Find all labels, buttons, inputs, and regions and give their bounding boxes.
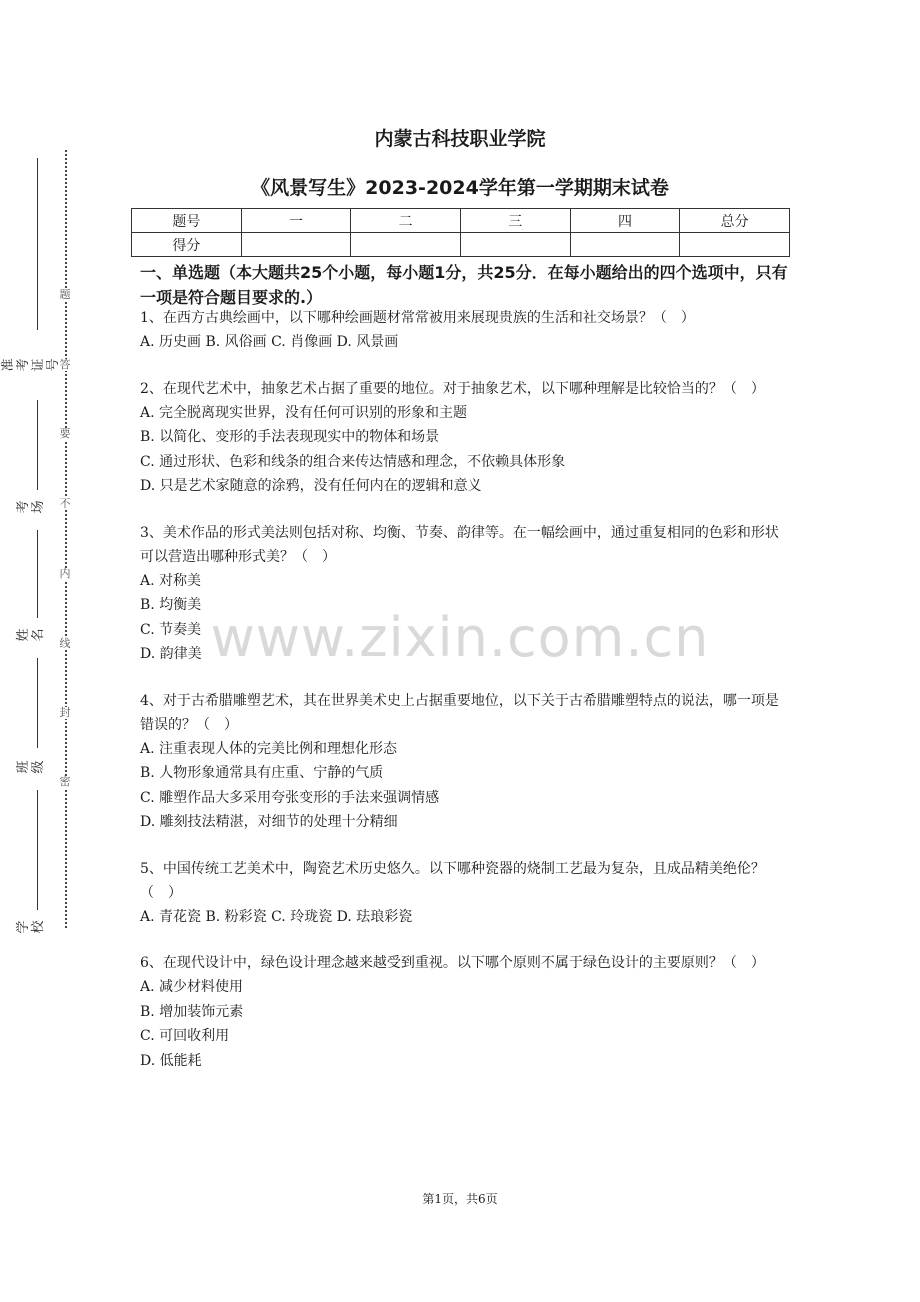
question-stem: 5、中国传统工艺美术中，陶瓷艺术历史悠久。以下哪种瓷器的烧制工艺最为复杂，且成品精美绝伦？（ ） [140,860,765,901]
option-c: C. 可回收利用 [140,1028,230,1044]
score-cell [351,233,461,257]
question-options: A. 青花瓷 B. 粉彩瓷 C. 玲珑瓷 D. 珐琅彩瓷 [140,908,413,925]
header-cell: 二 [351,209,461,233]
score-table [131,208,790,257]
header-cell: 四 [570,209,680,233]
score-table-header-row [132,209,790,233]
header-cell: 总分 [680,209,790,233]
option-b: B. 增加装饰元素 [140,1003,244,1020]
score-cell [680,233,790,257]
seal-char-yao: 要 [59,427,71,440]
name-fill-line [37,530,38,618]
score-cell [241,233,351,257]
watermark: www.zixin.com.cn [210,606,710,669]
seal-char-ti: 题 [59,288,71,301]
option-d: D. 韵律美 [140,646,202,662]
option-a: A. 完全脱离现实世界，没有任何可识别的形象和主题 [140,404,468,421]
option-b: B. 均衡美 [140,597,202,613]
page-number: 第1页，共6页 [422,1192,498,1206]
question-options: A. 历史画 B. 风俗画 C. 肖像画 D. 风景画 [140,334,399,350]
exam-room-label: 考场 [16,500,46,514]
score-cell [570,233,680,257]
option-d: D. 低能耗 [140,1052,202,1069]
exam-id-label: 准考证号 [1,358,61,372]
option-b: B. 人物形象通常具有庄重、宁静的气质 [140,765,384,781]
seal-dotted-line [65,150,67,928]
seal-char-da: 答 [59,358,71,371]
header-cell: 一 [241,209,351,233]
class-fill-line [37,658,38,748]
option-a: A. 减少材料使用 [140,979,244,995]
option-a: A. 注重表现人体的完美比例和理想化形态 [140,740,398,757]
option-c: C. 通过形状、色彩和线条的组合来传达情感和理念，不依赖具体形象 [140,453,566,470]
seal-char-feng: 封 [59,706,71,719]
seal-char-mi: 密 [59,775,71,788]
exam-title: 《风景写生》2023-2024学年第一学期期末试卷 [251,177,669,199]
exam-room-fill-line [37,400,38,490]
option-c: C. 雕塑作品大多采用夸张变形的手法来强调情感 [140,789,440,806]
seal-char-xian: 线 [59,637,71,650]
question-stem: 3、美术作品的形式美法则包括对称、均衡、节奏、韵律等。在一幅绘画中，通过重复相同的色彩和形状可以营造出哪种形式美？（ ） [140,524,779,565]
header-cell: 三 [460,209,570,233]
section-title: 一、单选题（本大题共25个小题，每小题1分，共25分．在每小题给出的四个选项中，只有一项是符合题目要求的.） [140,263,788,307]
question-4 [140,689,790,835]
question-stem: 4、对于古希腊雕塑艺术，其在世界美术史上占据重要地位，以下关于古希腊雕塑特点的说法，哪一项是错误的？（ ） [140,692,779,733]
question-stem: 1、在西方古典绘画中，以下哪种绘画题材常常被用来展现贵族的生活和社交场景？（ ） [140,310,695,326]
seal-char-nei: 内 [59,567,71,580]
question-stem: 2、在现代艺术中，抽象艺术占据了重要的地位。对于抽象艺术，以下哪种理解是比较恰当的？（ ） [140,380,765,397]
school-label: 学校 [16,920,46,934]
option-a: A. 对称美 [140,572,202,589]
school-fill-line [37,790,38,910]
option-b: B. 以简化、变形的手法表现现实中的物体和场景 [140,429,440,445]
question-2 [140,377,790,499]
question-5 [140,857,790,930]
option-c: C. 节奏美 [140,621,202,638]
question-1 [140,306,790,355]
header-cell: 题号 [132,209,242,233]
question-stem: 6、在现代设计中，绿色设计理念越来越受到重视。以下哪个原则不属于绿色设计的主要原则？（ ） [140,955,765,971]
question-list [140,306,790,1095]
option-d: D. 只是艺术家随意的涂鸦，没有任何内在的逻辑和意义 [140,478,482,494]
name-label: 姓名 [16,628,46,642]
score-row-label: 得分 [132,233,242,257]
question-6 [140,951,790,1073]
score-cell [460,233,570,257]
school-name: 内蒙古科技职业学院 [374,128,546,150]
option-d: D. 雕刻技法精湛，对细节的处理十分精细 [140,814,398,830]
score-table-score-row [132,233,790,257]
class-label: 班级 [16,760,46,774]
seal-char-bu: 不 [59,497,71,510]
